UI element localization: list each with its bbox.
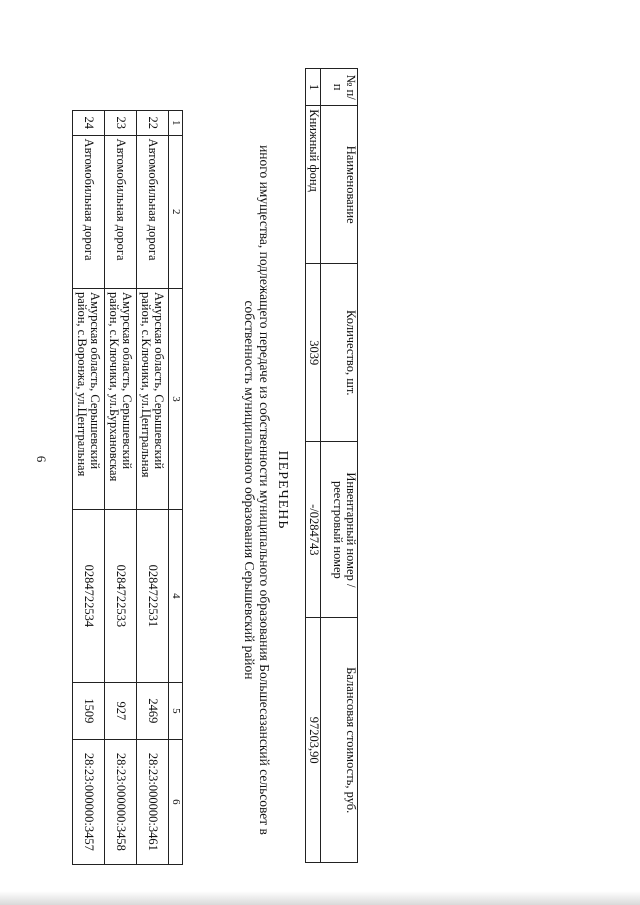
header-number: № п/п <box>321 69 358 106</box>
property-name: Автомобильная дорога <box>73 135 105 288</box>
item-balance-cost: 97203,90 <box>306 618 321 863</box>
header-cell: 2 <box>169 135 183 288</box>
list-subtitle-line-2: собственность муниципального образования Серышевский район <box>242 300 257 680</box>
page-number: 6 <box>34 455 49 463</box>
list-subtitle-line-1: иного имущества, подлежащего передаче из собственности муниципального образования Большесазанский сельсовет в <box>257 145 272 835</box>
other-property-table <box>305 68 358 863</box>
table-row <box>137 111 169 865</box>
header-cell: 6 <box>169 739 183 864</box>
property-size: 2469 <box>137 682 169 739</box>
table-header-row <box>169 111 183 865</box>
table-row <box>73 111 105 865</box>
table-row <box>105 111 137 865</box>
row-number: 23 <box>105 111 137 136</box>
table-header-row <box>321 69 358 863</box>
property-address: Амурская область, Серышевский район, с.Воронжа, ул.Центральная <box>73 289 105 510</box>
item-quantity: 3039 <box>306 264 321 442</box>
row-number: 24 <box>73 111 105 136</box>
page-bottom-edge <box>0 891 640 905</box>
header-inventory-number: Инвентарный номер / реестровый номер <box>321 442 358 618</box>
row-number: 22 <box>137 111 169 136</box>
header-cell: 5 <box>169 682 183 739</box>
header-balance-cost: Балансовая стоимость, руб. <box>321 618 358 863</box>
inventory-number: 0284722531 <box>137 509 169 682</box>
property-size: 1509 <box>73 682 105 739</box>
header-cell: 1 <box>169 111 183 136</box>
property-address: Амурская область, Серышевский район, с.Ключики, ул.Бурхановская <box>105 289 137 510</box>
cadastral-number: 28:23:000000:3458 <box>105 739 137 864</box>
header-cell: 3 <box>169 289 183 510</box>
property-name: Автомобильная дорога <box>105 135 137 288</box>
cadastral-number: 28:23:000000:3457 <box>73 739 105 864</box>
property-size: 927 <box>105 682 137 739</box>
table-row <box>306 69 321 863</box>
row-number: 1 <box>306 69 321 106</box>
header-cell: 4 <box>169 509 183 682</box>
property-address: Амурская область, Серышевский район, с.Ключики, ул.Центральная <box>137 289 169 510</box>
property-table-continued <box>72 110 183 865</box>
list-title: ПЕРЕЧЕНЬ <box>275 450 290 530</box>
header-quantity: Количество, шт. <box>321 264 358 442</box>
inventory-number: 0284722533 <box>105 509 137 682</box>
list-heading <box>242 95 290 885</box>
item-inventory-number: -/0284743 <box>306 442 321 618</box>
cadastral-number: 28:23:000000:3461 <box>137 739 169 864</box>
property-name: Автомобильная дорога <box>137 135 169 288</box>
item-name: Книжный фонд <box>306 106 321 264</box>
inventory-number: 0284722534 <box>73 509 105 682</box>
header-name: Наименование <box>321 106 358 264</box>
